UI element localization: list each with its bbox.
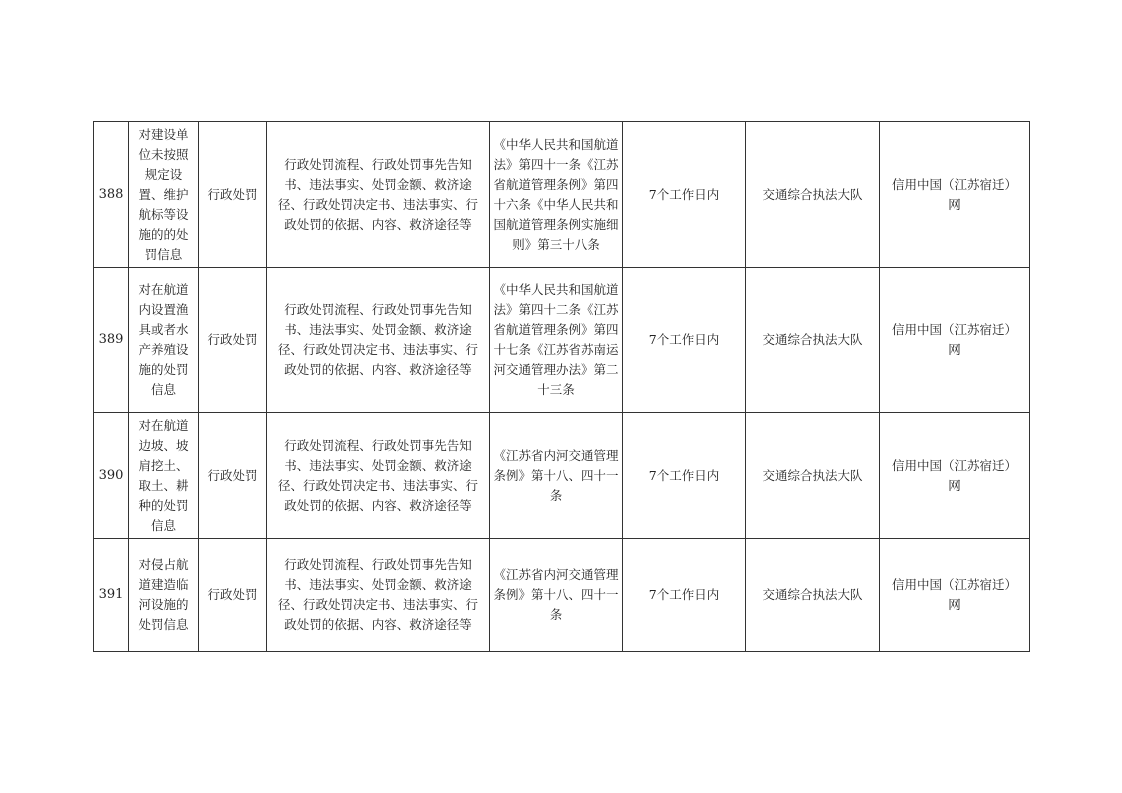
legal-basis: 《江苏省内河交通管理条例》第十八、四十一条 xyxy=(490,413,623,539)
table-row xyxy=(94,122,1030,268)
disclosure-channel: 信用中国（江苏宿迁）网 xyxy=(880,268,1030,413)
row-number: 391 xyxy=(94,539,129,652)
responsible-department: 交通综合执法大队 xyxy=(746,413,880,539)
table-row xyxy=(94,268,1030,413)
item-name: 对侵占航道建造临河设施的处罚信息 xyxy=(129,539,199,652)
disclosure-channel: 信用中国（江苏宿迁）网 xyxy=(880,413,1030,539)
item-category: 行政处罚 xyxy=(199,539,267,652)
disclosure-content: 行政处罚流程、行政处罚事先告知书、违法事实、处罚金额、救济途径、行政处罚决定书、违法事实、行政处罚的依据、内容、救济途径等 xyxy=(267,413,490,539)
row-number: 388 xyxy=(94,122,129,268)
disclosure-content: 行政处罚流程、行政处罚事先告知书、违法事实、处罚金额、救济途径、行政处罚决定书、违法事实、行政处罚的依据、内容、救济途径等 xyxy=(267,122,490,268)
disclosure-channel: 信用中国（江苏宿迁）网 xyxy=(880,122,1030,268)
disclosure-time: 7个工作日内 xyxy=(623,413,746,539)
disclosure-channel: 信用中国（江苏宿迁）网 xyxy=(880,539,1030,652)
responsible-department: 交通综合执法大队 xyxy=(746,268,880,413)
disclosure-time: 7个工作日内 xyxy=(623,539,746,652)
disclosure-table xyxy=(93,121,1030,652)
legal-basis: 《江苏省内河交通管理条例》第十八、四十一条 xyxy=(490,539,623,652)
item-category: 行政处罚 xyxy=(199,413,267,539)
item-name: 对在航道边坡、坡肩挖土、取土、耕种的处罚信息 xyxy=(129,413,199,539)
item-category: 行政处罚 xyxy=(199,122,267,268)
item-category: 行政处罚 xyxy=(199,268,267,413)
item-name: 对建设单位未按照规定设置、维护航标等设施的的处罚信息 xyxy=(129,122,199,268)
disclosure-content: 行政处罚流程、行政处罚事先告知书、违法事实、处罚金额、救济途径、行政处罚决定书、违法事实、行政处罚的依据、内容、救济途径等 xyxy=(267,268,490,413)
responsible-department: 交通综合执法大队 xyxy=(746,122,880,268)
row-number: 389 xyxy=(94,268,129,413)
responsible-department: 交通综合执法大队 xyxy=(746,539,880,652)
legal-basis: 《中华人民共和国航道法》第四十一条《江苏省航道管理条例》第四十六条《中华人民共和国航道管理条例实施细则》第三十八条 xyxy=(490,122,623,268)
legal-basis: 《中华人民共和国航道法》第四十二条《江苏省航道管理条例》第四十七条《江苏省苏南运河交通管理办法》第二十三条 xyxy=(490,268,623,413)
row-number: 390 xyxy=(94,413,129,539)
disclosure-time: 7个工作日内 xyxy=(623,268,746,413)
disclosure-time: 7个工作日内 xyxy=(623,122,746,268)
table-row xyxy=(94,413,1030,539)
table-row xyxy=(94,539,1030,652)
item-name: 对在航道内设置渔具或者水产养殖设施的处罚信息 xyxy=(129,268,199,413)
disclosure-content: 行政处罚流程、行政处罚事先告知书、违法事实、处罚金额、救济途径、行政处罚决定书、违法事实、行政处罚的依据、内容、救济途径等 xyxy=(267,539,490,652)
